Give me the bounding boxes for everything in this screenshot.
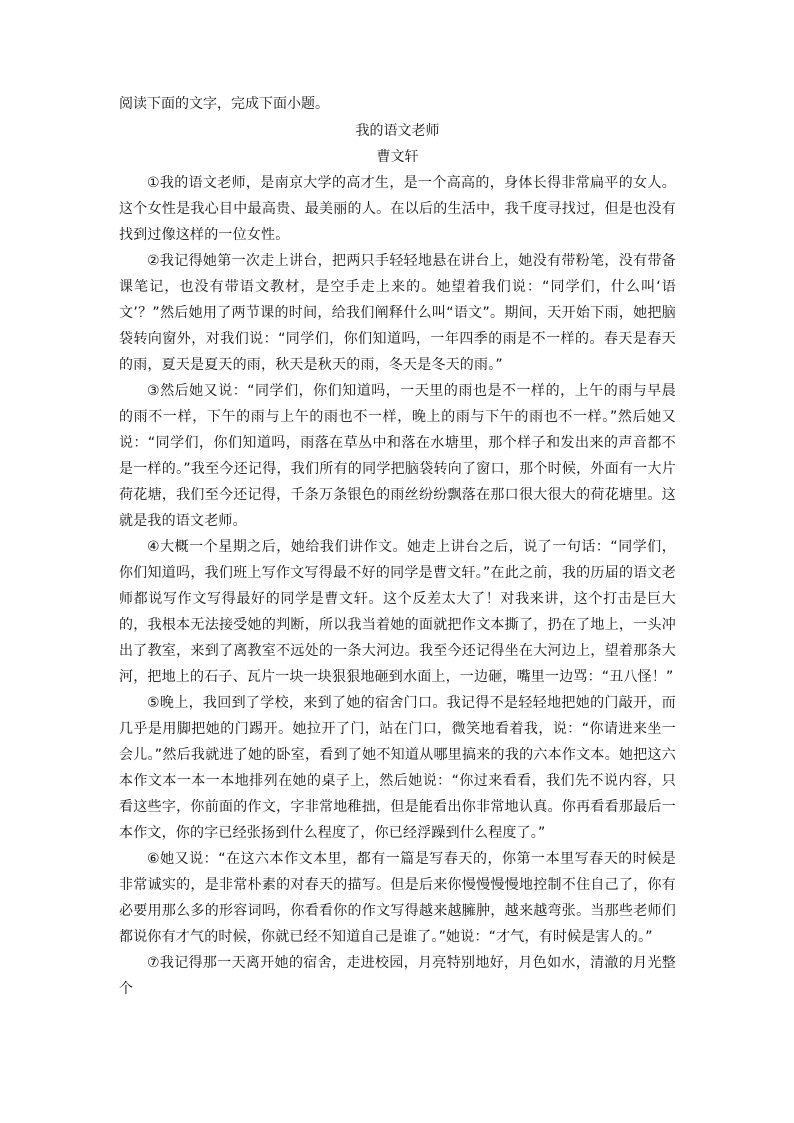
paragraph-2: ②我记得她第一次走上讲台，把两只手轻轻地悬在讲台上，她没有带粉笔，没有带备课笔记，也没有带语文教材，是空手走上来的。她望着我们说：“同学们，什么叫‘语文’？”然后她用了两节课的时间，给我们阐释什么叫“语文”。期间，天开始下雨，她把脑袋转向窗外，对我们说：“同学们，你们知道吗，一年四季的雨是不一样的。春天是春天的雨，夏天是夏天的雨，秋天是秋天的雨，冬天是冬天的雨。” bbox=[119, 253, 676, 373]
paragraph-6: ⑥她又说：“在这六本作文本里，都有一篇是写春天的，你第一本里写春天的时候是非常诚实的，是非常朴素的对春天的描写。但是后来你慢慢慢慢地控制不住自己了，你有必要用那么多的形容词吗，你看看你的作文写得越来越臃肿，越来越弯张。当那些老师们都说你有才气的时候，你就已经不知道自己是谁了。”她说：“才气，有时候是害人的。” bbox=[119, 851, 676, 945]
article bbox=[119, 91, 676, 1002]
paragraph-5: ⑤晚上，我回到了学校，来到了她的宿舍门口。我记得不是轻轻地把她的门敲开，而几乎是用脚把她的门踢开。她拉开了门，站在门口，微笑地看着我，说：“你请进来坐一会儿。”然后我就进了她的卧室，看到了她不知道从哪里搞来的我的六本作文本。她把这六本作文本一本一本地排列在她的桌子上，然后她说：“你过来看看，我们先不说内容，只看这些字，你前面的作文，字非常地稚拙，但是能看出你非常地认真。你再看看那最后一本作文，你的字已经张扬到什么程度了，你已经浮躁到什么程度了。” bbox=[119, 695, 676, 841]
paragraph-4: ④大概一个星期之后，她给我们讲作文。她走上讲台之后，说了一句话：“同学们，你们知道吗，我们班上写作文写得最不好的同学是曹文轩。”在此之前，我的历届的语文老师都说写作文写得最好的同学是曹文轩。这个反差太大了！对我来讲，这个打击是巨大的，我根本无法接受她的判断，所以我当着她的面就把作文本撕了，扔在了地上，一头冲出了教室，来到了离教室不远处的一条大河边。我至今还记得坐在大河边上，望着那条大河，把地上的石子、瓦片一块一块狠狠地砸到水面上，一边砸，嘴里一边骂：“丑八怪！” bbox=[119, 539, 676, 685]
paragraph-7: ⑦我记得那一天离开她的宿舍，走进校园，月亮特别地好，月色如水，清澈的月光整个 bbox=[119, 955, 676, 997]
article-title: 我的语文老师 bbox=[355, 123, 440, 139]
article-author: 曹文轩 bbox=[376, 149, 419, 165]
paragraph-1: ①我的语文老师，是南京大学的高才生，是一个高高的，身体长得非常扁平的女人。这个女性是我心目中最高贵、最美丽的人。在以后的生活中，我千度寻找过，但是也没有找到过像这样的一位女性。 bbox=[119, 175, 676, 243]
paragraph-3: ③然后她又说：“同学们，你们知道吗，一天里的雨也是不一样的，上午的雨与早晨的雨不一样，下午的雨与上午的雨也不一样，晚上的雨与下午的雨也不一样。”然后她又说：“同学们，你们知道吗，雨落在草丛中和落在水塘里，那个样子和发出来的声音都不是一样的。”我至今还记得，我们所有的同学把脑袋转向了窗口，那个时候，外面有一大片荷花塘，我们至今还记得，千条万条银色的雨丝纷纷飘落在那口很大很大的荷花塘里。这就是我的语文老师。 bbox=[119, 383, 676, 529]
question-intro: 阅读下面的文字，完成下面小题。 bbox=[119, 96, 329, 112]
